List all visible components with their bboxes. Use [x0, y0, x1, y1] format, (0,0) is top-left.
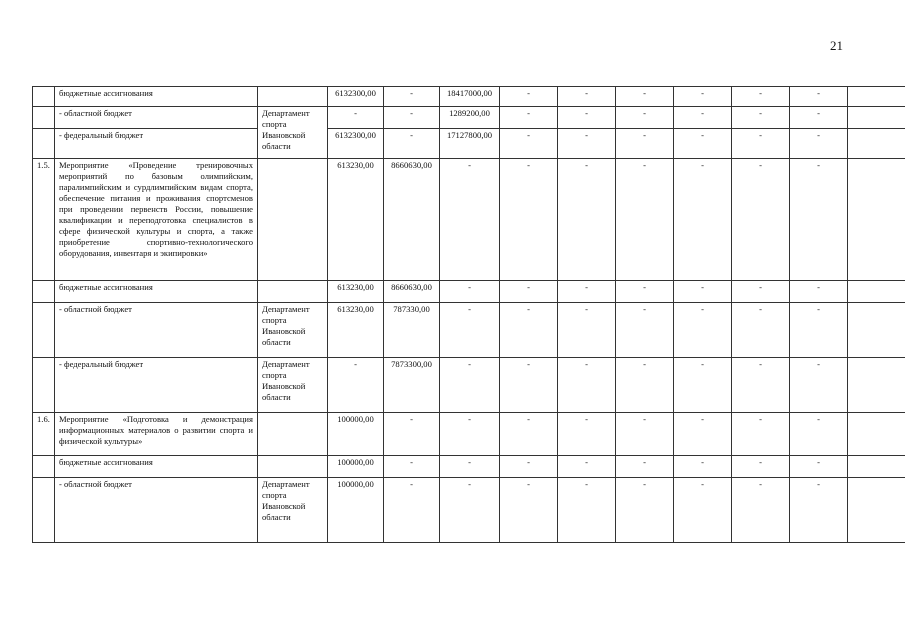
- row-department: [258, 281, 328, 303]
- value-cell: [848, 413, 905, 456]
- value-cell: -: [732, 159, 790, 281]
- row-department: Департамент спорта Ивановской области: [258, 107, 328, 159]
- row-name: бюджетные ассигнования: [55, 87, 258, 107]
- value-cell: 613230,00: [328, 303, 384, 358]
- value-cell: 1289200,00: [440, 107, 500, 129]
- value-cell: 18417000,00: [440, 87, 500, 107]
- value-cell: -: [790, 129, 848, 159]
- value-cell: 6132300,00: [328, 87, 384, 107]
- value-cell: -: [384, 129, 440, 159]
- value-cell: -: [732, 456, 790, 478]
- row-number: [33, 478, 55, 543]
- row-number: [33, 129, 55, 159]
- row-department: Департамент спорта Ивановской области: [258, 303, 328, 358]
- row-number: [33, 358, 55, 413]
- row-department: [258, 87, 328, 107]
- value-cell: 613230,00: [328, 281, 384, 303]
- table-row: [33, 413, 905, 456]
- value-cell: -: [674, 129, 732, 159]
- value-cell: -: [500, 456, 558, 478]
- value-cell: -: [500, 413, 558, 456]
- value-cell: -: [790, 456, 848, 478]
- value-cell: [848, 478, 905, 543]
- value-cell: -: [500, 87, 558, 107]
- value-cell: -: [616, 107, 674, 129]
- row-name: - федеральный бюджет: [55, 129, 258, 159]
- value-cell: -: [674, 303, 732, 358]
- row-name: - областной бюджет: [55, 478, 258, 543]
- value-cell: -: [500, 129, 558, 159]
- row-department: [258, 413, 328, 456]
- table-row: [33, 129, 905, 159]
- value-cell: [848, 303, 905, 358]
- value-cell: -: [674, 456, 732, 478]
- value-cell: -: [616, 129, 674, 159]
- value-cell: -: [440, 303, 500, 358]
- value-cell: -: [616, 87, 674, 107]
- value-cell: -: [732, 129, 790, 159]
- table-row: [33, 303, 905, 358]
- value-cell: -: [790, 413, 848, 456]
- row-department: [258, 159, 328, 281]
- value-cell: -: [732, 303, 790, 358]
- budget-table: [32, 86, 905, 543]
- value-cell: -: [674, 87, 732, 107]
- row-number: 1.6.: [33, 413, 55, 456]
- row-number: [33, 303, 55, 358]
- value-cell: -: [500, 478, 558, 543]
- value-cell: -: [500, 281, 558, 303]
- value-cell: -: [674, 281, 732, 303]
- value-cell: 17127800,00: [440, 129, 500, 159]
- row-number: 1.5.: [33, 159, 55, 281]
- table-row: [33, 358, 905, 413]
- value-cell: -: [674, 413, 732, 456]
- value-cell: -: [558, 413, 616, 456]
- value-cell: -: [616, 159, 674, 281]
- page-number: 21: [830, 38, 843, 53]
- value-cell: -: [500, 303, 558, 358]
- value-cell: -: [790, 303, 848, 358]
- value-cell: -: [732, 358, 790, 413]
- value-cell: -: [500, 358, 558, 413]
- value-cell: -: [674, 159, 732, 281]
- value-cell: -: [732, 87, 790, 107]
- value-cell: -: [558, 87, 616, 107]
- value-cell: [848, 456, 905, 478]
- value-cell: -: [328, 107, 384, 129]
- value-cell: -: [790, 358, 848, 413]
- value-cell: -: [384, 107, 440, 129]
- value-cell: -: [732, 281, 790, 303]
- row-department: Департамент спорта Ивановской области: [258, 358, 328, 413]
- table-row: [33, 478, 905, 543]
- value-cell: -: [674, 358, 732, 413]
- value-cell: -: [616, 456, 674, 478]
- value-cell: -: [558, 358, 616, 413]
- table-row: [33, 107, 905, 129]
- value-cell: -: [384, 478, 440, 543]
- value-cell: -: [558, 107, 616, 129]
- value-cell: -: [558, 129, 616, 159]
- row-number: [33, 456, 55, 478]
- value-cell: -: [790, 159, 848, 281]
- value-cell: 6132300,00: [328, 129, 384, 159]
- row-name: бюджетные ассигнования: [55, 456, 258, 478]
- value-cell: [848, 87, 905, 107]
- value-cell: -: [440, 281, 500, 303]
- value-cell: -: [616, 303, 674, 358]
- value-cell: -: [558, 478, 616, 543]
- row-department: [258, 456, 328, 478]
- row-name: - областной бюджет: [55, 303, 258, 358]
- row-number: [33, 281, 55, 303]
- value-cell: 613230,00: [328, 159, 384, 281]
- table-row: [33, 159, 905, 281]
- value-cell: -: [674, 478, 732, 543]
- value-cell: -: [558, 159, 616, 281]
- value-cell: -: [500, 107, 558, 129]
- value-cell: -: [790, 107, 848, 129]
- value-cell: -: [616, 358, 674, 413]
- value-cell: [848, 358, 905, 413]
- value-cell: 8660630,00: [384, 159, 440, 281]
- value-cell: 100000,00: [328, 478, 384, 543]
- value-cell: -: [616, 478, 674, 543]
- row-department: Департамент спорта Ивановской области: [258, 478, 328, 543]
- value-cell: -: [440, 358, 500, 413]
- value-cell: 100000,00: [328, 456, 384, 478]
- value-cell: 7873300,00: [384, 358, 440, 413]
- value-cell: -: [500, 159, 558, 281]
- value-cell: 8660630,00: [384, 281, 440, 303]
- row-name: бюджетные ассигнования: [55, 281, 258, 303]
- value-cell: -: [440, 478, 500, 543]
- row-name: Мероприятие «Подготовка и демонстрация информационных материалов о развитии спорта и физической культуры»: [55, 413, 258, 456]
- row-name: - федеральный бюджет: [55, 358, 258, 413]
- value-cell: -: [440, 159, 500, 281]
- value-cell: -: [732, 107, 790, 129]
- value-cell: 100000,00: [328, 413, 384, 456]
- value-cell: -: [384, 87, 440, 107]
- value-cell: [848, 159, 905, 281]
- value-cell: 787330,00: [384, 303, 440, 358]
- table-row: [33, 456, 905, 478]
- value-cell: -: [558, 281, 616, 303]
- value-cell: -: [558, 303, 616, 358]
- value-cell: [848, 281, 905, 303]
- value-cell: -: [616, 281, 674, 303]
- value-cell: -: [732, 413, 790, 456]
- value-cell: -: [674, 107, 732, 129]
- value-cell: -: [384, 456, 440, 478]
- value-cell: -: [328, 358, 384, 413]
- value-cell: -: [440, 456, 500, 478]
- row-number: [33, 107, 55, 129]
- value-cell: -: [790, 87, 848, 107]
- row-name: - областной бюджет: [55, 107, 258, 129]
- value-cell: -: [616, 413, 674, 456]
- row-number: [33, 87, 55, 107]
- value-cell: -: [732, 478, 790, 543]
- value-cell: -: [558, 456, 616, 478]
- value-cell: -: [384, 413, 440, 456]
- value-cell: [848, 107, 905, 129]
- table-row: [33, 281, 905, 303]
- row-name: Мероприятие «Проведение тренировочных мероприятий по базовым олимпийским, паралимпийским и сурдлимпийским видам спорта, обеспечение питания и проживания спортсменов при проведении первенств России, повышение квалификации и переподготовка специалистов в сфере физической культуры и спорта, а также приобретение спортивно-технологического оборудования, инвентаря и экипировки»: [55, 159, 258, 281]
- value-cell: -: [790, 281, 848, 303]
- value-cell: -: [790, 478, 848, 543]
- value-cell: -: [440, 413, 500, 456]
- table-row: [33, 87, 905, 107]
- value-cell: [848, 129, 905, 159]
